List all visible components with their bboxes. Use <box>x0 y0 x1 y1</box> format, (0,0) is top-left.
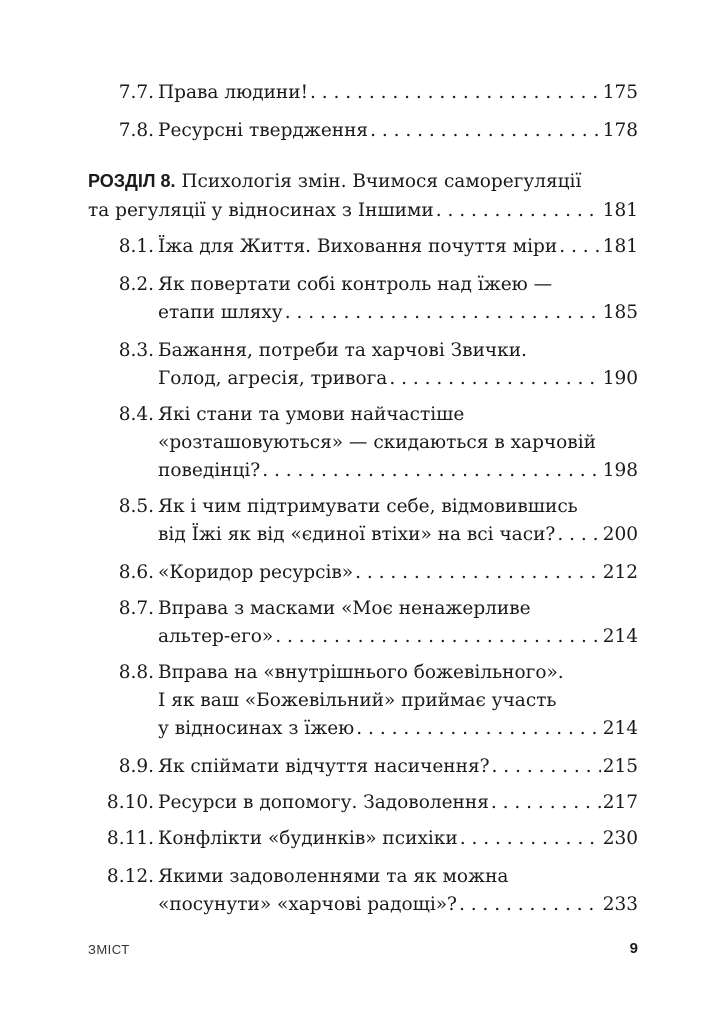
entry-number: 8.6. <box>118 562 154 583</box>
entry-page: 198 <box>602 460 638 481</box>
toc-entry-8-11[interactable] <box>88 824 638 854</box>
chapter-page: 181 <box>602 200 638 221</box>
chapter-title-line-2: та регуляції у відносинах з Іншими <box>88 200 434 221</box>
dot-leader <box>285 298 601 328</box>
toc-entry-7-7[interactable] <box>88 78 638 108</box>
entry-page: 185 <box>602 302 638 323</box>
entry-title-line: Які стани та умови найчастіше <box>158 404 465 425</box>
chapter-heading-cont[interactable] <box>88 196 638 226</box>
dot-leader <box>492 752 601 782</box>
footer-page-number: 9 <box>629 940 638 957</box>
entry-number: 7.8. <box>118 120 154 141</box>
entry-page: 212 <box>602 562 638 583</box>
entry-page: 175 <box>602 82 638 103</box>
toc-entry-7-8[interactable] <box>88 116 638 146</box>
toc-entry-8-4[interactable] <box>88 400 638 430</box>
entry-page: 214 <box>602 626 638 647</box>
entry-page: 214 <box>602 718 638 739</box>
entry-title: Як спіймати відчуття насичення? <box>158 756 490 777</box>
entry-title-line: Вправа на «внутрішнього божевільного». <box>158 662 564 683</box>
entry-page: 215 <box>602 756 638 777</box>
toc-entry-8-2-cont[interactable] <box>88 298 638 328</box>
entry-page: 190 <box>602 368 638 389</box>
chapter-title-line-1: Психологія змін. Вчимося саморегуляції <box>181 171 582 192</box>
toc-entry-8-3-cont[interactable] <box>88 364 638 394</box>
entry-number: 8.3. <box>118 340 154 361</box>
toc-entry-8-8-cont2[interactable] <box>88 714 638 744</box>
entry-page: 230 <box>602 828 638 849</box>
dot-leader <box>559 232 601 262</box>
entry-title-line: «посунути» «харчові радощі»? <box>158 894 457 915</box>
entry-number: 8.2. <box>118 274 154 295</box>
entry-page: 200 <box>602 524 638 545</box>
entry-number: 8.5. <box>118 496 154 517</box>
dot-leader <box>355 558 601 588</box>
entry-number: 8.9. <box>118 756 154 777</box>
entry-page: 178 <box>602 120 638 141</box>
entry-title-line: «розташовуються» — скидаються в харчовій <box>158 432 596 453</box>
dot-leader <box>356 714 600 744</box>
toc-entry-8-7-cont[interactable] <box>88 622 638 652</box>
entry-title: Права людини! <box>158 82 309 103</box>
entry-title-line: у відносинах з їжею <box>158 718 355 739</box>
entry-number: 8.7. <box>118 598 154 619</box>
footer-section-label: ЗМІСТ <box>88 942 130 957</box>
dot-leader <box>460 824 601 854</box>
dot-leader <box>310 78 601 108</box>
entry-title: Ресурсні твердження <box>158 120 369 141</box>
toc-entry-8-6[interactable] <box>88 558 638 588</box>
dot-leader <box>459 890 601 920</box>
entry-title-line: Голод, агресія, тривога <box>158 368 388 389</box>
toc-entry-8-12-cont[interactable] <box>88 890 638 920</box>
entry-number: 8.12. <box>106 866 154 887</box>
toc-entry-8-8-cont[interactable] <box>88 686 638 716</box>
entry-title-line: від Їжі як від «єдиної втіхи» на всі часи? <box>158 524 556 545</box>
entry-title-line: поведінці? <box>158 460 261 481</box>
entry-title: Їжа для Життя. Виховання почуття міри <box>158 236 558 257</box>
entry-title-line: етапи шляху <box>158 302 283 323</box>
toc-entry-8-10[interactable] <box>88 788 638 818</box>
dot-leader <box>491 788 601 818</box>
toc-entry-8-4-cont[interactable] <box>88 428 638 458</box>
entry-title-line: І як ваш «Божевільний» приймає участь <box>158 690 557 711</box>
entry-title: «Коридор ресурсів» <box>158 562 354 583</box>
toc-entry-8-7[interactable] <box>88 594 638 624</box>
dot-leader <box>262 456 600 486</box>
entry-page: 181 <box>602 236 638 257</box>
toc-entry-8-3[interactable] <box>88 336 638 366</box>
chapter-label: РОЗДІЛ 8. <box>88 171 176 191</box>
entry-title-line: альтер-его» <box>158 626 274 647</box>
toc-entry-8-9[interactable] <box>88 752 638 782</box>
toc-entry-8-2[interactable] <box>88 270 638 300</box>
entry-title-line: Як і чим підтримувати себе, відмовившись <box>158 496 578 517</box>
entry-title-line: Вправа з масками «Моє ненажерливе <box>158 598 531 619</box>
entry-number: 8.11. <box>106 828 154 849</box>
dot-leader <box>370 116 601 146</box>
entry-title-line: Якими задоволеннями та як можна <box>158 866 509 887</box>
entry-title: Конфлікти «будинків» психіки <box>158 828 458 849</box>
entry-page: 217 <box>602 792 638 813</box>
dot-leader <box>557 520 600 550</box>
dot-leader <box>275 622 600 652</box>
entry-page: 233 <box>602 894 638 915</box>
entry-number: 8.4. <box>118 404 154 425</box>
toc-entry-8-4-cont2[interactable] <box>88 456 638 486</box>
toc-entry-8-5-cont[interactable] <box>88 520 638 550</box>
dot-leader <box>436 196 601 226</box>
entry-number: 7.7. <box>118 82 154 103</box>
toc-entry-8-5[interactable] <box>88 492 638 522</box>
toc-entry-8-12[interactable] <box>88 862 638 892</box>
entry-number: 8.10. <box>106 792 154 813</box>
entry-title-line: Бажання, потреби та харчові Звички. <box>158 340 527 361</box>
dot-leader <box>389 364 600 394</box>
chapter-heading[interactable] <box>88 166 638 196</box>
entry-number: 8.8. <box>118 662 154 683</box>
entry-title-line: Як повертати собі контроль над їжею — <box>158 274 553 295</box>
entry-number: 8.1. <box>118 236 154 257</box>
toc-entry-8-8[interactable] <box>88 658 638 688</box>
toc-entry-8-1[interactable] <box>88 232 638 262</box>
entry-title: Ресурси в допомогу. Задоволення <box>158 792 489 813</box>
